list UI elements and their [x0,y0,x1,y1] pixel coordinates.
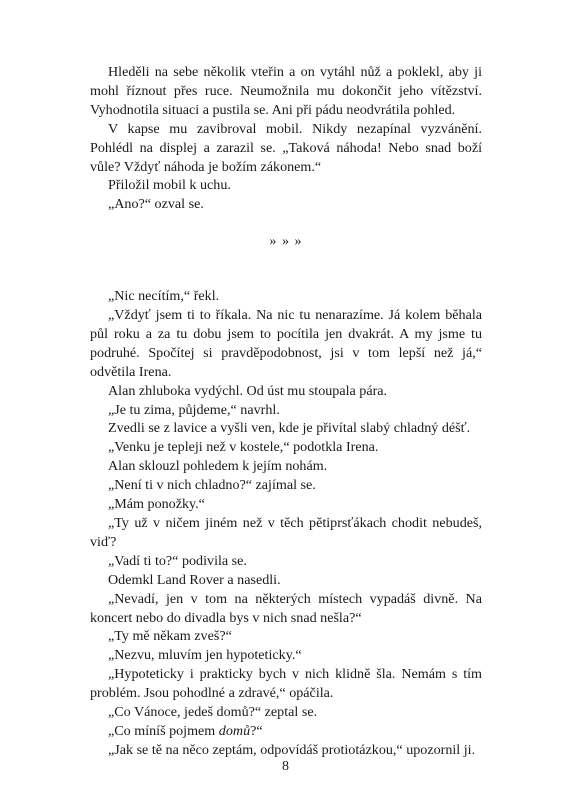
paragraph: „Ty už v ničem jiném než v těch pětiprsťákach chodit nebudeš, viď? [90,515,482,550]
paragraph: „Mám ponožky.“ [108,496,205,513]
paragraph: „Není ti v nich chladno?“ zajímal se. [108,477,316,494]
paragraph: „Nezvu, mluvím jen hypoteticky.“ [108,647,302,664]
paragraph: Zvedli se z lavice a vyšli ven, kde je přivítal slabý chladný déšť. [108,420,471,437]
paragraph: „Ty mě někam zveš?“ [108,628,232,645]
paragraph-text-tail: ?“ [250,722,263,739]
paragraph: „Jak se tě na něco zeptám, odpovídáš protiotázkou,“ upozornil ji. [108,741,476,758]
paragraph-text: „Co míníš pojmem [108,722,219,739]
paragraph: Odemkl Land Rover a nasedli. [108,571,281,588]
paragraph: Přiložil mobil k uchu. [108,177,231,194]
paragraph: Alan sklouzl pohledem k jejím nohám. [108,458,328,475]
paragraph: Hleděli na sebe několik vteřin a on vytáhl nůž a poklekl, aby ji mohl říznout přes ruce. Neumožnila mu dokončit jeho vítězství. Vyhodnotila situaci a pustila se. Ani při pádu neodvrátila pohled. [90,64,482,118]
paragraph: „Nic necítím,“ řekl. [108,288,220,305]
emphasized-word: domů [218,722,251,739]
paragraph [90,722,482,741]
text-body [90,63,482,760]
paragraph: „Co Vánoce, jedeš domů?“ zeptal se. [108,704,318,721]
paragraph: „Hypoteticky i prakticky bych v nich klidně šla. Nemám s tím problém. Jsou pohodlné a zdravé,“ opáčila. [90,666,482,702]
paragraph: „Vadí ti to?“ podivila se. [108,552,247,569]
paragraph: „Je tu zima, půjdeme,“ navrhl. [108,401,280,418]
section-separator: » » » [269,233,303,250]
paragraph: „Venku je tepleji než v kostele,“ podotkla Irena. [108,439,379,456]
paragraph: „Nevadí, jen v tom na některých místech vypadáš divně. Na koncert nebo do divadla bys v nich snad nešla?“ [90,590,482,626]
page-number: 8 [282,759,289,774]
paragraph: „Vždyť jsem ti to říkala. Na nic tu nenarazíme. Já kolem běhala půl roku a za tu dobu jsem to pocítila jen dvakrát. A my jsme tu podruhé. Spočítej si pravděpodobnost, jsi v tom lepší než já,“ odvětila Irena. [90,307,482,380]
paragraph: V kapse mu zavibroval mobil. Nikdy nezapínal vyzvánění. Pohlédl na displej a zarazil se. „Taková náhoda! Nebo snad boží vůle? Vždyť náhoda je božím zákonem.“ [90,120,482,175]
paragraph: „Ano?“ ozval se. [108,196,204,213]
paragraph: Alan zhluboka vydýchl. Od úst mu stoupala pára. [108,382,388,399]
